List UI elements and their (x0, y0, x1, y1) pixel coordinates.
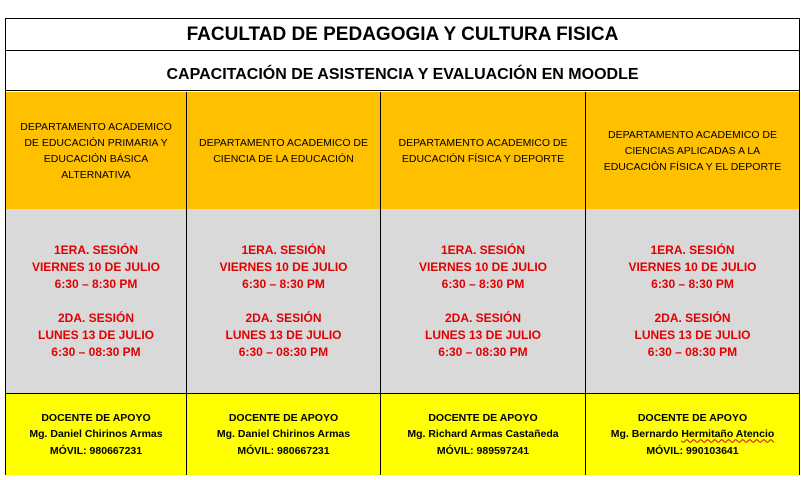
session1-time: 6:30 – 8:30 PM (441, 276, 525, 291)
session1-date: VIERNES 10 DE JULIO (219, 259, 348, 274)
department-line: DEPARTAMENTO ACADEMICO DE (398, 136, 568, 149)
page-subtitle: CAPACITACIÓN DE ASISTENCIA Y EVALUACIÓN EN MOODLE (6, 51, 799, 91)
support-cell (586, 394, 799, 475)
support-name (611, 426, 775, 443)
department-line: ALTERNATIVA (61, 168, 131, 181)
session1-date: VIERNES 10 DE JULIO (418, 259, 548, 274)
session1-label: 1ERA. SESIÓN (241, 242, 326, 257)
session2-time: 6:30 – 08:30 PM (51, 344, 141, 359)
department-line: DEPARTAMENTO ACADEMICO DE (199, 136, 368, 149)
support-heading: DOCENTE DE APOYO (637, 411, 748, 424)
department-cell-primaria (6, 92, 187, 209)
department-line: CIENCIA DE LA EDUCACIÓN (213, 152, 354, 165)
session-cell (586, 209, 799, 393)
support-heading: DOCENTE DE APOYO (41, 411, 151, 424)
session2-label: 2DA. SESIÓN (444, 310, 522, 325)
support-teacher-row (6, 394, 799, 475)
support-heading: DOCENTE DE APOYO (428, 411, 538, 424)
support-cell (6, 394, 187, 475)
session2-date: LUNES 13 DE JULIO (37, 327, 155, 342)
session2-time: 6:30 – 08:30 PM (647, 344, 738, 359)
support-phone: MÓVIL: 980667231 (49, 444, 143, 457)
department-cell-ciencia-educacion (187, 92, 381, 209)
department-cell-ciencias-aplicadas (586, 92, 799, 209)
session1-date: VIERNES 10 DE JULIO (628, 259, 757, 274)
session2-label: 2DA. SESIÓN (57, 310, 135, 325)
page-title: FACULTAD DE PEDAGOGIA Y CULTURA FISICA (6, 19, 799, 51)
session2-date: LUNES 13 DE JULIO (424, 327, 542, 342)
department-line: EDUCACIÓN BÁSICA (43, 152, 149, 165)
session2-time: 6:30 – 08:30 PM (238, 344, 329, 359)
department-line: EDUCACIÓN FÍSICA Y DEPORTE (401, 152, 565, 165)
session2-date: LUNES 13 DE JULIO (634, 327, 751, 342)
support-phone: MÓVIL: 980667231 (237, 444, 330, 457)
department-line: EDUCACIÓN FÍSICA Y EL DEPORTE (603, 160, 782, 173)
session1-time: 6:30 – 8:30 PM (242, 276, 325, 291)
session1-date: VIERNES 10 DE JULIO (31, 259, 161, 274)
session1-label: 1ERA. SESIÓN (53, 242, 139, 257)
support-phone: MÓVIL: 989597241 (436, 444, 530, 457)
session1-label: 1ERA. SESIÓN (440, 242, 526, 257)
department-header-row (6, 92, 799, 210)
session1-label: 1ERA. SESIÓN (650, 242, 735, 257)
department-line: DE EDUCACIÓN PRIMARIA Y (24, 136, 168, 149)
session1-time: 6:30 – 8:30 PM (651, 276, 734, 291)
support-heading: DOCENTE DE APOYO (228, 411, 339, 424)
session2-time: 6:30 – 08:30 PM (438, 344, 528, 359)
schedule-table (5, 18, 800, 475)
session2-date: LUNES 13 DE JULIO (225, 327, 342, 342)
session-cell (6, 209, 187, 393)
session-row (6, 209, 799, 394)
department-line: DEPARTAMENTO ACADEMICO DE (608, 128, 777, 141)
support-name: Mg. Daniel Chirinos Armas (216, 428, 351, 441)
session-cell (381, 209, 586, 393)
support-name-spellcheck: Hermitaño Atencio (681, 428, 775, 441)
support-cell (381, 394, 586, 475)
support-cell (187, 394, 381, 475)
department-line: DEPARTAMENTO ACADEMICO (20, 120, 172, 133)
department-cell-educacion-fisica (381, 92, 586, 209)
support-name: Mg. Daniel Chirinos Armas (29, 428, 163, 441)
session2-label: 2DA. SESIÓN (245, 310, 322, 325)
session-cell (187, 209, 381, 393)
session2-label: 2DA. SESIÓN (654, 310, 731, 325)
session1-time: 6:30 – 8:30 PM (54, 276, 138, 291)
department-line: CIENCIAS APLICADAS A LA (624, 144, 761, 157)
support-phone: MÓVIL: 990103641 (646, 444, 739, 457)
support-name: Mg. Richard Armas Castañeda (407, 428, 559, 441)
support-name-prefix: Mg. Bernardo (610, 428, 682, 441)
